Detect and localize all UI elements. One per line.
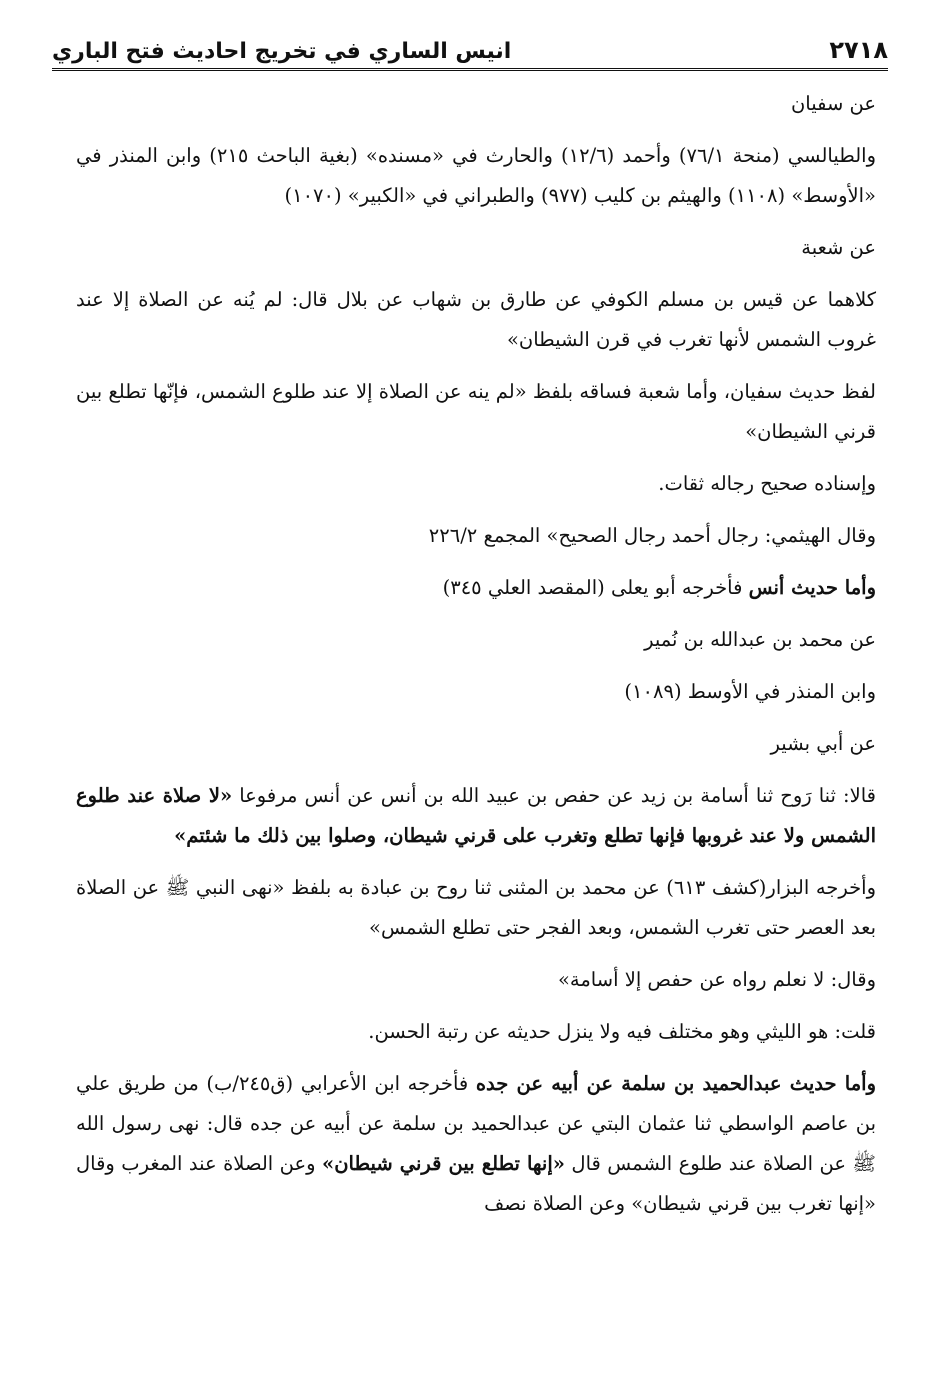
paragraph xyxy=(76,672,876,712)
paragraph-bold-lead: وأما حديث أنس xyxy=(748,576,876,599)
paragraph xyxy=(76,1012,876,1052)
paragraph-text: فأخرجه أبو يعلى (المقصد العلي ٣٤٥) xyxy=(442,576,749,599)
paragraph xyxy=(76,228,876,268)
paragraph-bold-quote: «إنها تطلع بين قرني شيطان» xyxy=(322,1152,565,1175)
paragraph-text: عن سفيان xyxy=(790,92,876,115)
paragraph xyxy=(76,724,876,764)
paragraph-text: عن محمد بن عبدالله بن نُمير xyxy=(644,628,876,651)
paragraph xyxy=(76,84,876,124)
paragraph-text: عن شعبة xyxy=(801,236,876,259)
paragraph xyxy=(76,464,876,504)
page-number: ٢٧١٨ xyxy=(829,36,888,64)
paragraph xyxy=(76,620,876,660)
paragraph xyxy=(76,372,876,452)
paragraph-text: والطيالسي (منحة ٧٦/١) وأحمد (١٢/٦) والحارث في «مسنده» (بغية الباحث ٢١٥) وابن المنذر في «الأوسط» (١١٠٨) والهيثم بن كليب (٩٧٧) والطبراني في «الكبير» (١٠٧٠) xyxy=(76,144,876,207)
paragraph-bold-quote: «لا صلاة عند طلوع الشمس ولا عند غروبها فإنها تطلع وتغرب على قرني شيطان، وصلوا بين ذلك ما شئتم» xyxy=(76,784,876,847)
paragraph xyxy=(76,868,876,948)
paragraph xyxy=(76,280,876,360)
paragraph xyxy=(76,960,876,1000)
paragraph xyxy=(76,516,876,556)
paragraph-text: فأخرجه ابن الأعرابي (ق٢٤٥/ب) من طريق علي بن عاصم الواسطي ثنا عثمان البتي عن عبدالحميد بن سلمة عن أبيه عن جده قال: نهى رسول الله ﷺ عن الصلاة عند طلوع الشمس قال xyxy=(76,1072,876,1175)
running-title: انيس الساري في تخريج احاديث فتح الباري xyxy=(52,39,512,64)
paragraph-text: وأخرجه البزار(كشف ٦١٣) عن محمد بن المثنى ثنا روح بن عبادة به بلفظ «نهى النبي ﷺ عن الصلاة بعد العصر حتى تغرب الشمس، وبعد الفجر حتى تطلع الشمس» xyxy=(76,876,876,939)
paragraph-bold-lead: وأما حديث عبدالحميد بن سلمة عن أبيه عن جده xyxy=(475,1072,877,1095)
paragraph-text: لفظ حديث سفيان، وأما شعبة فساقه بلفظ «لم ينه عن الصلاة إلا عند طلوع الشمس، فإنّها تطلع بين قرني الشيطان» xyxy=(76,380,876,443)
paragraph-text: وإسناده صحيح رجاله ثقات. xyxy=(658,472,876,495)
page-header xyxy=(52,28,888,71)
paragraph-text: عن أبي بشير xyxy=(770,732,876,755)
paragraph xyxy=(76,1064,876,1224)
paragraph-text: وقال: لا نعلم رواه عن حفص إلا أسامة» xyxy=(557,968,876,991)
paragraph-text-tail: وعن الصلاة عند المغرب وقال «إنها تغرب بين قرني شيطان» وعن الصلاة نصف xyxy=(76,1152,876,1215)
paragraph-text: وابن المنذر في الأوسط (١٠٨٩) xyxy=(624,680,876,703)
paragraph-text: كلاهما عن قيس بن مسلم الكوفي عن طارق بن شهاب عن بلال قال: لم يُنه عن الصلاة إلا عند غروب الشمس لأنها تغرب في قرن الشيطان» xyxy=(76,288,877,351)
page-body xyxy=(76,84,876,1236)
paragraph-text: قالا: ثنا رَوح ثنا أسامة بن زيد عن حفص بن عبيد الله بن أنس عن أنس مرفوعا xyxy=(232,784,876,807)
paragraph-text: وقال الهيثمي: رجال أحمد رجال الصحيح» المجمع ٢٢٦/٢ xyxy=(428,524,876,547)
paragraph xyxy=(76,776,876,856)
paragraph-text: قلت: هو الليثي وهو مختلف فيه ولا ينزل حديثه عن رتبة الحسن. xyxy=(368,1020,876,1043)
paragraph xyxy=(76,136,876,216)
paragraph xyxy=(76,568,876,608)
